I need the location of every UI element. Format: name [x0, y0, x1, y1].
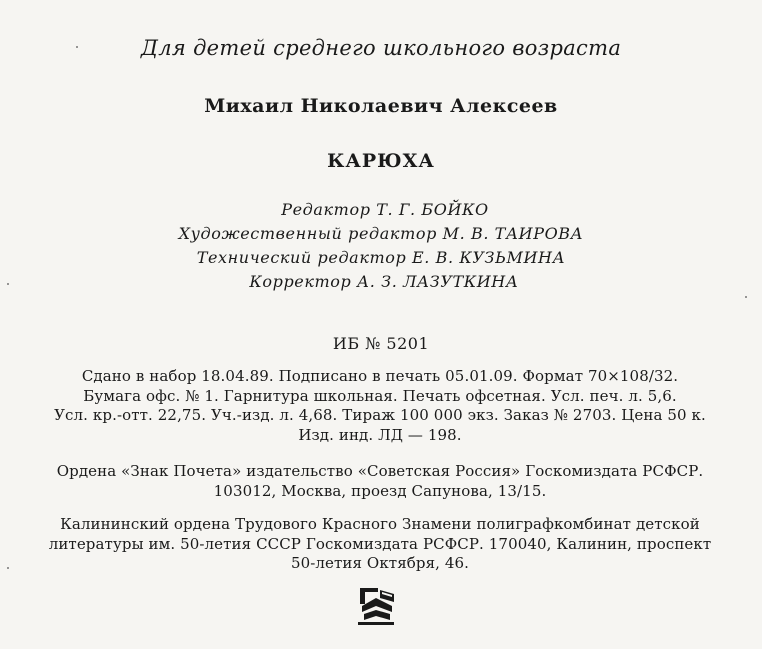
paper-speck	[745, 296, 747, 298]
publication-info-line: Усл. кр.-отт. 22,75. Уч.-изд. л. 4,68. Тираж 100 000 экз. Заказ № 2703. Цена 50 к.	[54, 406, 706, 424]
publication-info-line: Сдано в набор 18.04.89. Подписано в печать 05.01.09. Формат 70×108/32.	[81, 367, 679, 385]
printer-info-line: Калининский ордена Трудового Красного Знамени полиграфкомбинат детской	[60, 515, 700, 533]
credit-editor: Редактор Т. Г. БОЙКО	[281, 200, 489, 219]
credit-technical-editor: Технический редактор Е. В. КУЗЬМИНА	[196, 248, 566, 267]
author-name: Михаил Николаевич Алексеев	[204, 95, 558, 117]
publication-info-line: Изд. инд. ЛД — 198.	[298, 425, 462, 444]
credits-list	[0, 198, 762, 294]
publisher-info-line: 103012, Москва, проезд Сапунова, 13/15.	[213, 481, 547, 500]
paper-speck	[76, 46, 78, 48]
printing-house-emblem-icon	[354, 584, 398, 626]
publisher-info	[14, 462, 746, 501]
book-title: КАРЮХА	[327, 150, 435, 172]
printer-info	[14, 515, 746, 574]
publisher-info-line: Ордена «Знак Почета» издательство «Советская Россия» Госкомиздата РСФСР.	[56, 462, 704, 480]
paper-speck	[7, 567, 9, 569]
printer-info-line: литературы им. 50-летия СССР Госкомиздата РСФСР. 170040, Калинин, проспект	[48, 534, 712, 553]
audience-note: Для детей среднего школьного возраста	[140, 36, 622, 60]
credit-art-editor: Художественный редактор М. В. ТАИРОВА	[178, 224, 584, 243]
ib-number: ИБ № 5201	[332, 334, 430, 353]
printer-info-line: 50-летия Октября, 46.	[290, 554, 470, 572]
credit-proofreader: Корректор А. З. ЛАЗУТКИНА	[249, 272, 519, 291]
publication-info	[14, 367, 746, 445]
publication-info-line: Бумага офс. № 1. Гарнитура школьная. Печать офсетная. Усл. печ. л. 5,6.	[83, 386, 677, 405]
paper-speck	[7, 283, 9, 285]
